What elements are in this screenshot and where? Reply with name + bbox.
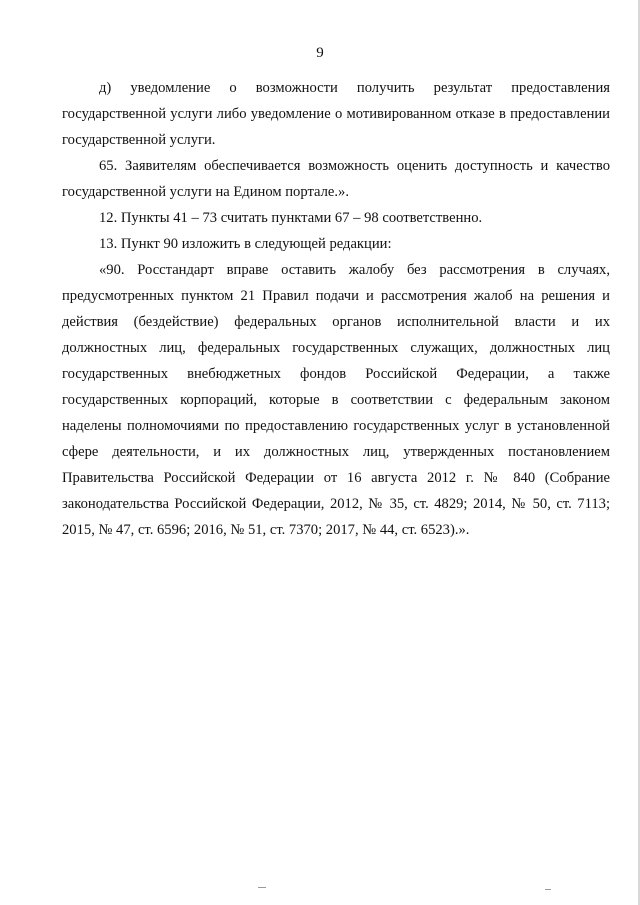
document-body [62, 75, 610, 543]
scan-artifact [258, 887, 266, 888]
paragraph-item-13: 13. Пункт 90 изложить в следующей редакции: [99, 236, 392, 252]
page-number: 9 [316, 45, 324, 61]
paragraph-item-d: д) уведомление о возможности получить результат предоставления государственной услуги либо уведомление о мотивированном отказе в предоставлении государственной услуги. [62, 80, 610, 148]
paragraph-item-65: 65. Заявителям обеспечивается возможность оценить доступность и качество государственной услуги на Едином портале.». [62, 158, 610, 200]
paragraph-item-90: «90. Росстандарт вправе оставить жалобу без рассмотрения в случаях, предусмотренных пунктом 21 Правил подачи и рассмотрения жалоб на решения и действия (бездействие) федеральных органов исполнительной власти и их должностных лиц, федеральных государственных служащих, должностных лиц государственных внебюджетных фондов Российской Федерации, а также государственных корпораций, которые в соответствии с федеральным законом наделены полномочиями по предоставлению государственных услуг в установленной сфере деятельности, и их должностных лиц, утвержденных постановлением Правительства Российской Федерации от 16 августа 2012 г. № 840 (Собрание законодательства Российской Федерации, 2012, № 35, ст. 4829; 2014, № 50, ст. 7113; 2015, № 47, ст. 6596; 2016, № 51, ст. 7370; 2017, № 44, ст. 6523).». [62, 262, 610, 538]
paragraph-item-12: 12. Пункты 41 – 73 считать пунктами 67 – 98 соответственно. [99, 210, 483, 226]
scan-artifact [545, 889, 551, 890]
